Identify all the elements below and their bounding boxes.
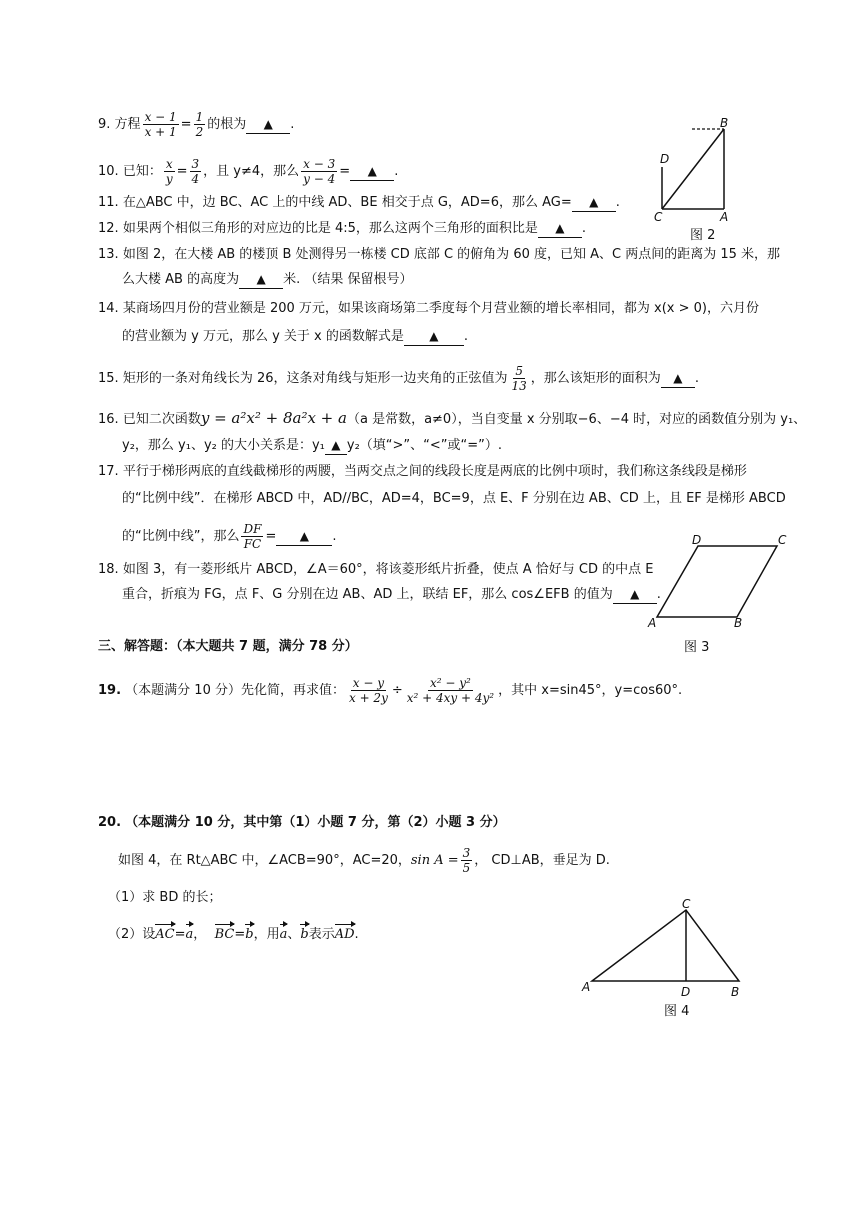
- question-text: 如果两个相似三角形的对应边的比是 4:5，那么这两个三角形的面积比是: [122, 221, 538, 236]
- question-number: 12.: [98, 221, 119, 236]
- triangle-ABC: [592, 910, 739, 981]
- question-15: 15. 矩形的一条对角线长为 26，这条对角线与矩形一边夹角的正弦值为 $\frac{5}{13}$ ，那么该矩形的面积为 ▲ .: [98, 364, 699, 393]
- fraction: $\frac{3}{4}$: [191, 157, 200, 186]
- question-text: 已知二次函数: [122, 412, 201, 427]
- question-text: 在△ABC 中，边 BC、AC 上的中线 AD、BE 相交于点 G，AD=6，那么 AG=: [122, 195, 572, 210]
- vector-bc: BC: [215, 925, 235, 945]
- question-13-line1: [98, 245, 780, 265]
- point-label-B: B: [734, 616, 743, 630]
- fraction: $\frac{1}{2}$: [195, 110, 204, 139]
- question-text: 如图 3，有一菱形纸片 ABCD，∠A＝60°，将该菱形纸片折叠，使点 A 恰好与 CD 的中点 E: [122, 562, 654, 577]
- question-text: 方程: [114, 117, 141, 132]
- vector-a-ref: a: [280, 925, 288, 945]
- question-number: 11.: [98, 195, 119, 210]
- question-text: 如图 2，在大楼 AB 的楼顶 B 处测得另一栋楼 CD 底部 C 的俯角为 60 度，已知 A、C 两点间的距离为 15 米，那: [122, 247, 781, 262]
- fraction: $\frac{x - 1}{x + 1}$: [144, 110, 177, 139]
- answer-blank[interactable]: ▲: [404, 328, 464, 346]
- figure-2-caption: 图 2: [690, 228, 716, 243]
- point-label-B: B: [720, 116, 729, 130]
- point-label-C: C: [682, 897, 691, 911]
- question-text: （本题满分 10 分，其中第（1）小题 7 分，第（2）小题 3 分）: [125, 815, 506, 830]
- question-17-line1: [98, 462, 747, 482]
- point-label-D: D: [660, 152, 670, 166]
- question-number: 19.: [98, 683, 122, 698]
- figure-2: [640, 112, 760, 224]
- question-text: 已知：: [122, 164, 162, 179]
- question-10: 10. 已知： $\frac{x}{y}$ = $\frac{3}{4}$ ，且 y≠4，那么 $\frac{x - 3}{y - 4}$ = ▲ .: [98, 157, 399, 186]
- vector-b: b: [245, 925, 253, 945]
- question-20-part1: （1）求 BD 的长；: [108, 890, 222, 905]
- question-18-line2: 重合，折痕为 FG，点 F、G 分别在边 AB、AD 上，联结 EF，那么 cos∠EFB 的值为 ▲ .: [122, 587, 661, 602]
- answer-blank[interactable]: ▲: [538, 220, 582, 238]
- question-number: 18.: [98, 562, 119, 577]
- question-20-head: [98, 813, 506, 833]
- fraction: $\frac{\text{x² − y²}}{\text{x² + 4xy + 4y²}}$: [406, 676, 495, 705]
- question-17-line3: 的“比例中线”，那么 $\frac{DF}{FC}$ = ▲ .: [122, 522, 337, 551]
- question-14-line2: 的营业额为 y 万元，那么 y 关于 x 的函数解式是 ▲ .: [122, 329, 469, 344]
- question-14-line1: [98, 299, 759, 319]
- question-16-line2: y₂，那么 y₁、y₂ 的大小关系是：y₁ ▲ y₂（填“>”、“<”或“=”）.: [122, 438, 503, 453]
- question-17-line2: 的“比例中线”．在梯形 ABCD 中，AD//BC，AD=4，BC=9，点 E、F 分别在边 AB、CD 上，且 EF 是梯形 ABCD: [122, 491, 786, 506]
- question-number: 13.: [98, 247, 119, 262]
- formula: y = a²x² + 8a²x + a: [200, 409, 347, 427]
- vector-ad: AD: [335, 925, 355, 945]
- point-label-A: A: [720, 210, 729, 224]
- answer-blank[interactable]: ▲: [613, 586, 657, 604]
- vector-a: a: [186, 925, 194, 945]
- figure-4: [580, 900, 750, 990]
- question-number: 14.: [98, 301, 119, 316]
- point-label-D: D: [681, 985, 691, 999]
- vector-ac: AC: [155, 925, 174, 945]
- fraction: $\frac{x - y}{x + 2y}$: [348, 676, 388, 705]
- point-label-B: B: [731, 985, 740, 999]
- rhombus-ABCD: [657, 546, 777, 617]
- answer-blank[interactable]: ▲: [239, 271, 283, 289]
- question-11: 11. 在△ABC 中，边 BC、AC 上的中线 AD、BE 相交于点 G，AD=6，那么 AG= ▲ .: [98, 195, 620, 210]
- question-16-line1: 16. 已知二次函数y = a²x² + 8a²x + a（a 是常数，a≠0），当自变量 x 分别取−6、−4 时，对应的函数值分别为 y₁、: [98, 409, 807, 427]
- answer-blank[interactable]: ▲: [325, 437, 347, 455]
- section-heading: 三、解答题：（本大题共 7 题，满分 78 分）: [98, 639, 358, 654]
- point-label-A: A: [648, 616, 657, 630]
- question-number: 9.: [98, 117, 111, 132]
- question-19: 19. （本题满分 10 分）先化简，再求值： $\frac{x - y}{x + 2y}$ ÷ $\frac{\text{x² − y²}}{\text{x² + 4xy + 4y²}}$ ，其中 x=sin45°，y=cos60°.: [98, 676, 683, 705]
- question-text: （本题满分 10 分）先化简，再求值：: [125, 683, 345, 698]
- question-number: 17.: [98, 464, 119, 479]
- question-text: 某商场四月份的营业额是 200 万元，如果该商场第二季度每个月营业额的增长率相同，都为 x(x > 0)，六月份: [122, 301, 759, 316]
- question-20-part2: （2）设AC=a， BC=b，用a、b表示AD.: [108, 925, 359, 945]
- question-number: 10.: [98, 164, 119, 179]
- question-number: 15.: [98, 371, 119, 386]
- answer-blank[interactable]: ▲: [350, 163, 394, 181]
- point-label-C: C: [654, 210, 663, 224]
- question-13-line2: 么大楼 AB 的高度为 ▲ 米. （结果 保留根号）: [122, 272, 413, 287]
- question-number: 20.: [98, 815, 122, 830]
- fraction: $\frac{3}{5}$: [462, 846, 471, 875]
- question-9: 9. 方程 $\frac{x - 1}{x + 1}$ = $\frac{1}{2}$ 的根为 ▲ .: [98, 110, 295, 139]
- answer-blank[interactable]: ▲: [572, 194, 616, 212]
- fraction: $\frac{5}{13}$: [511, 364, 527, 393]
- question-number: 16.: [98, 412, 119, 427]
- fraction: $\frac{x - 3}{y - 4}$: [303, 157, 336, 186]
- point-label-D: D: [692, 533, 702, 547]
- fraction: $\frac{x}{y}$: [165, 157, 173, 186]
- answer-blank[interactable]: ▲: [246, 116, 290, 134]
- fraction: $\frac{DF}{FC}$: [243, 522, 262, 551]
- vector-b-ref: b: [300, 925, 308, 945]
- question-12: 12. 如果两个相似三角形的对应边的比是 4:5，那么这两个三角形的面积比是 ▲ .: [98, 221, 587, 236]
- question-20-body: 如图 4，在 Rt△ABC 中，∠ACB=90°，AC=20，sin A = $\frac{3}{5}$ ， CD⊥AB，垂足为 D.: [118, 846, 610, 875]
- answer-blank[interactable]: ▲: [276, 528, 332, 546]
- segment-CB: [662, 129, 724, 209]
- figure-4-caption: 图 4: [664, 1004, 690, 1019]
- question-text: 矩形的一条对角线长为 26，这条对角线与矩形一边夹角的正弦值为: [122, 371, 508, 386]
- figure-3-caption: 图 3: [684, 640, 710, 655]
- answer-blank[interactable]: ▲: [661, 370, 695, 388]
- point-label-A: A: [582, 980, 591, 994]
- figure-3: [640, 535, 790, 627]
- question-text: 平行于梯形两底的直线截梯形的两腰，当两交点之间的线段长度是两底的比例中项时，我们称这条线段是梯形: [122, 464, 747, 479]
- point-label-C: C: [778, 533, 787, 547]
- question-18-line1: [98, 560, 653, 580]
